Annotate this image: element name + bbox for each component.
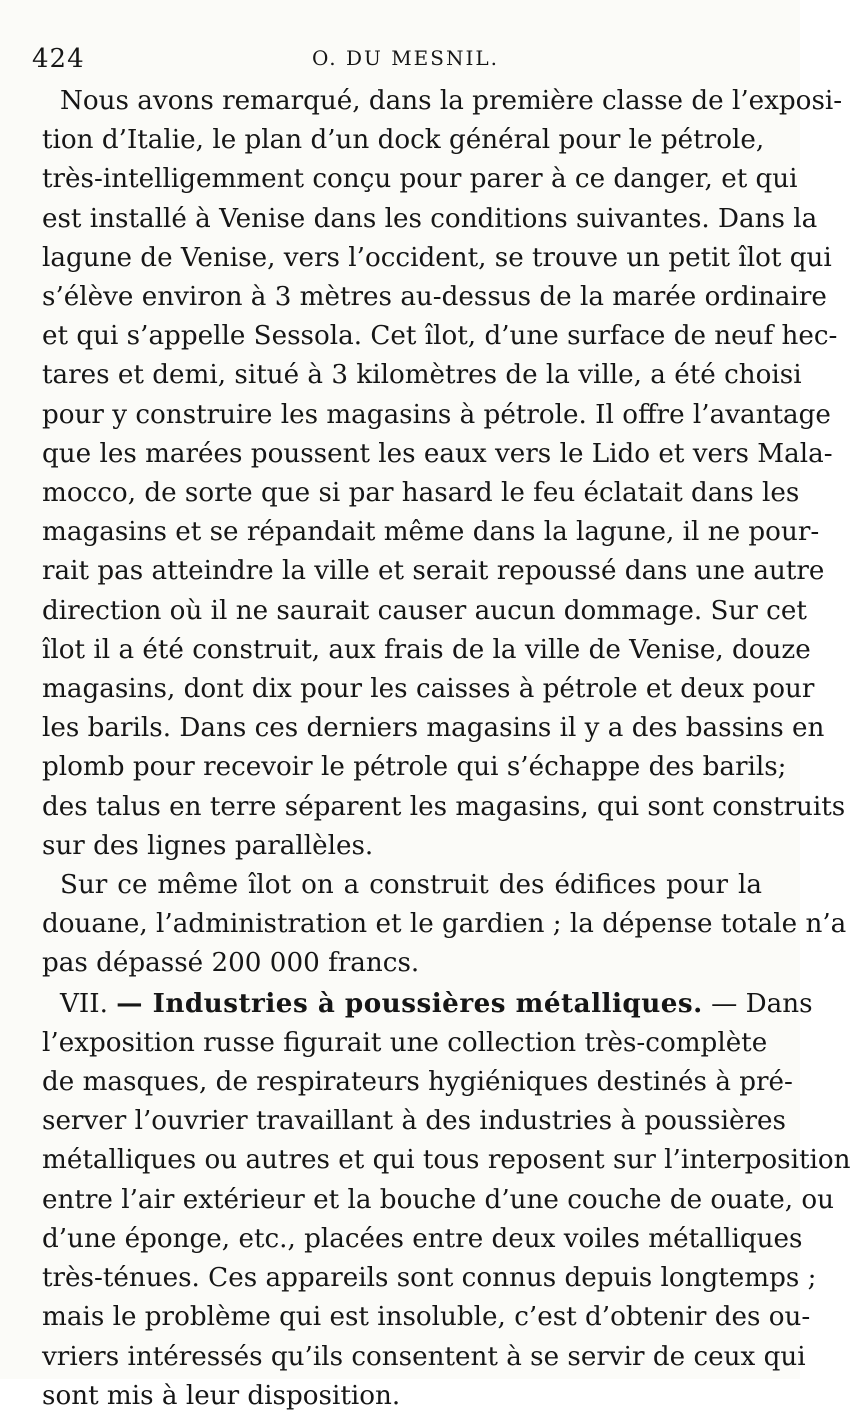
text-line: mocco, de sorte que si par hasard le feu éclatait dans les: [42, 478, 800, 509]
text-line: îlot il a été construit, aux frais de la ville de Venise, douze: [42, 634, 811, 665]
text-line: pas dépassé 200 000 francs.: [42, 948, 420, 979]
text-line: sont mis à leur disposition.: [42, 1380, 401, 1411]
section-heading-line: [42, 984, 813, 1024]
section-paragraph: [42, 984, 851, 1416]
body-text: [42, 82, 851, 1416]
text-line: mais le problème qui est insoluble, c’est d’obtenir des ou-: [42, 1302, 811, 1333]
paragraph: [42, 866, 847, 984]
text-line: des talus en terre séparent les magasins, qui sont construits: [42, 791, 846, 822]
section-title: — Industries à poussières métalliques.: [116, 987, 703, 1019]
text-line: server l’ouvrier travaillant à des industries à poussières: [42, 1106, 786, 1137]
text-line: rait pas atteindre la ville et serait repoussé dans une autre: [42, 556, 825, 587]
text-line: est installé à Venise dans les conditions suivantes. Dans la: [42, 203, 818, 234]
text-line: plomb pour recevoir le pétrole qui s’échappe des barils;: [42, 752, 787, 783]
text-line: les barils. Dans ces derniers magasins il y a des bassins en: [42, 713, 825, 744]
section-line-continuation: — Dans: [711, 988, 813, 1019]
page-number: 424: [32, 44, 85, 74]
text-line: très-ténues. Ces appareils sont connus depuis longtemps ;: [42, 1263, 817, 1294]
text-line: l’exposition russe figurait une collection très-complète: [42, 1027, 768, 1058]
text-line: que les marées poussent les eaux vers le Lido et vers Mala-: [42, 438, 833, 469]
text-line: direction où il ne saurait causer aucun dommage. Sur cet: [42, 595, 807, 626]
text-line: sur des lignes parallèles.: [42, 830, 374, 861]
text-line: pour y construire les magasins à pétrole. Il offre l’avantage: [42, 399, 831, 430]
text-line: très-intelligemment conçu pour parer à ce danger, et qui: [42, 164, 798, 195]
text-line: s’élève environ à 3 mètres au-dessus de la marée ordinaire: [42, 282, 827, 313]
text-line: entre l’air extérieur et la bouche d’une couche de ouate, ou: [42, 1184, 834, 1215]
text-line: magasins, dont dix pour les caisses à pétrole et deux pour: [42, 674, 815, 705]
running-header: [32, 40, 752, 76]
text-line: d’une éponge, etc., placées entre deux voiles métalliques: [42, 1223, 803, 1254]
text-line: tion d’Italie, le plan d’un dock général pour le pétrole,: [42, 125, 765, 156]
text-line: douane, l’administration et le gardien ; la dépense totale n’a: [42, 909, 847, 940]
text-line: vriers intéressés qu’ils consentent à se servir de ceux qui: [42, 1341, 806, 1372]
text-line: magasins et se répandait même dans la lagune, il ne pour-: [42, 517, 820, 548]
text-line: Sur ce même îlot on a construit des édifices pour la: [60, 870, 762, 901]
text-line: Nous avons remarqué, dans la première classe de l’exposi-: [60, 86, 843, 116]
text-line: métalliques ou autres et qui tous reposent sur l’interposition: [42, 1145, 851, 1176]
text-line: tares et demi, situé à 3 kilomètres de la ville, a été choisi: [42, 360, 802, 391]
text-line: lagune de Venise, vers l’occident, se trouve un petit îlot qui: [42, 242, 832, 273]
text-line: et qui s’appelle Sessola. Cet îlot, d’une surface de neuf hec-: [42, 321, 838, 352]
text-line: de masques, de respirateurs hygiéniques destinés à pré-: [42, 1067, 793, 1098]
running-title: O. DU MESNIL.: [312, 46, 500, 70]
paragraph: [42, 82, 846, 866]
section-number: VII.: [60, 988, 108, 1019]
